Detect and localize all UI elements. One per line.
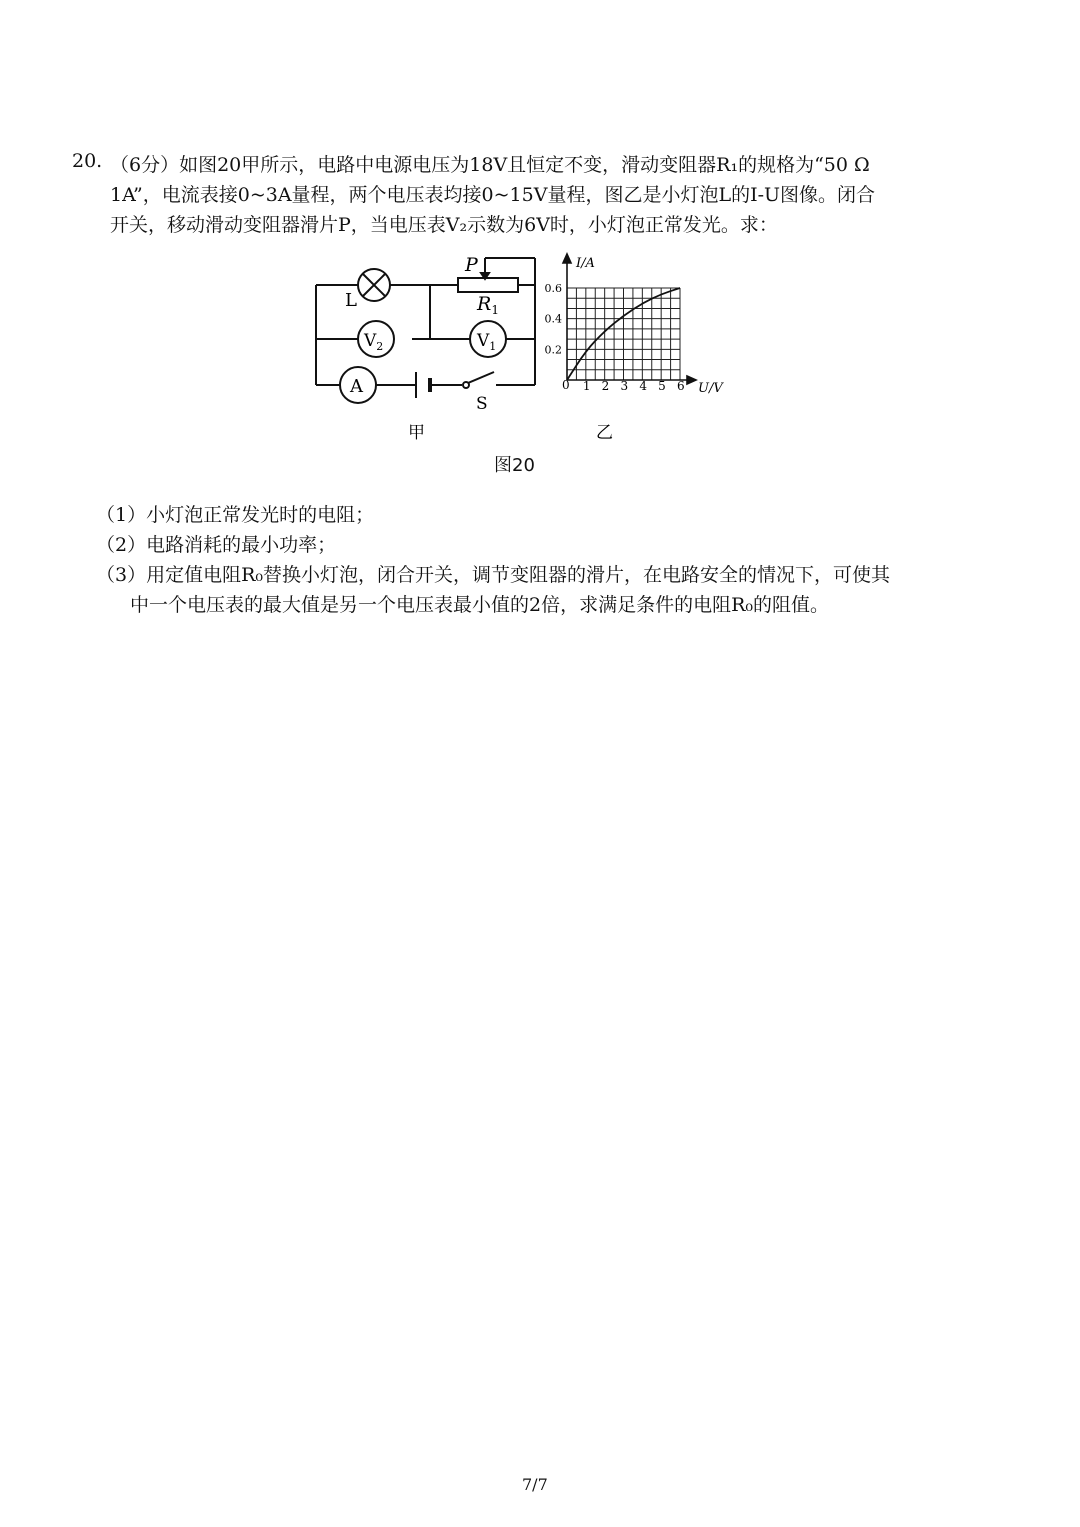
battery-icon (416, 372, 430, 398)
figure-20 (300, 240, 740, 445)
x-axis-label: U/V (698, 381, 723, 396)
voltmeter-v2-label: $V_2$ (364, 331, 384, 353)
subquestion-3-line-1: （3）用定值电阻R₀替换小灯泡，闭合开关，调节变阻器的滑片，在电路安全的情况下，可使其 (96, 564, 891, 586)
origin-label: 0 (562, 378, 570, 392)
switch-icon (463, 372, 494, 388)
voltmeter-v1-label: $V_1$ (477, 331, 497, 353)
switch-label: S (476, 394, 488, 414)
y-axis-label: I/A (576, 256, 595, 271)
x-tick-label: 3 (620, 379, 629, 393)
question-stem (110, 150, 940, 240)
x-tick-label: 4 (639, 379, 647, 393)
question-line-3: 开关，移动滑动变阻器滑片P，当电压表V₂示数为6V时，小灯泡正常发光。求： (110, 214, 778, 236)
ammeter-label: A (350, 376, 363, 397)
question-number: 20. (72, 150, 103, 172)
y-tick-label: 0.2 (544, 343, 562, 357)
circuit-label: 甲 (408, 423, 425, 443)
page-number: 7/7 (522, 1475, 548, 1494)
figure-caption: 图20 (494, 455, 535, 476)
subquestion-1: （1）小灯泡正常发光时的电阻； (96, 504, 375, 526)
rheostat-label: $R_1$ (477, 293, 499, 317)
x-tick-label: 1 (582, 379, 591, 393)
question-line-1: （6分）如图20甲所示，电路中电源电压为18V且恒定不变，滑动变阻器R₁的规格为“50 Ω (110, 154, 870, 176)
question-line-2: 1A”，电流表接0~3A量程，两个电压表均接0~15V量程，图乙是小灯泡L的I-U图像。闭合 (110, 184, 876, 206)
subquestion-2: （2）电路消耗的最小功率； (96, 534, 337, 556)
x-tick-label: 2 (601, 379, 610, 393)
lamp-label: L (345, 290, 357, 311)
y-tick-label: 0.6 (544, 282, 562, 295)
x-tick-label: 5 (658, 379, 666, 393)
graph-grid (567, 288, 680, 380)
iu-graph (545, 254, 725, 396)
graph-label: 乙 (596, 423, 613, 443)
subquestion-3-line-2: 中一个电压表的最大值是另一个电压表最小值的2倍，求满足条件的电阻R₀的阻值。 (130, 594, 830, 616)
lamp-icon (358, 269, 390, 301)
x-tick-label: 6 (677, 379, 685, 393)
subquestion-3 (96, 560, 890, 620)
y-tick-label: 0.4 (544, 312, 562, 326)
slider-label: P (465, 254, 478, 276)
